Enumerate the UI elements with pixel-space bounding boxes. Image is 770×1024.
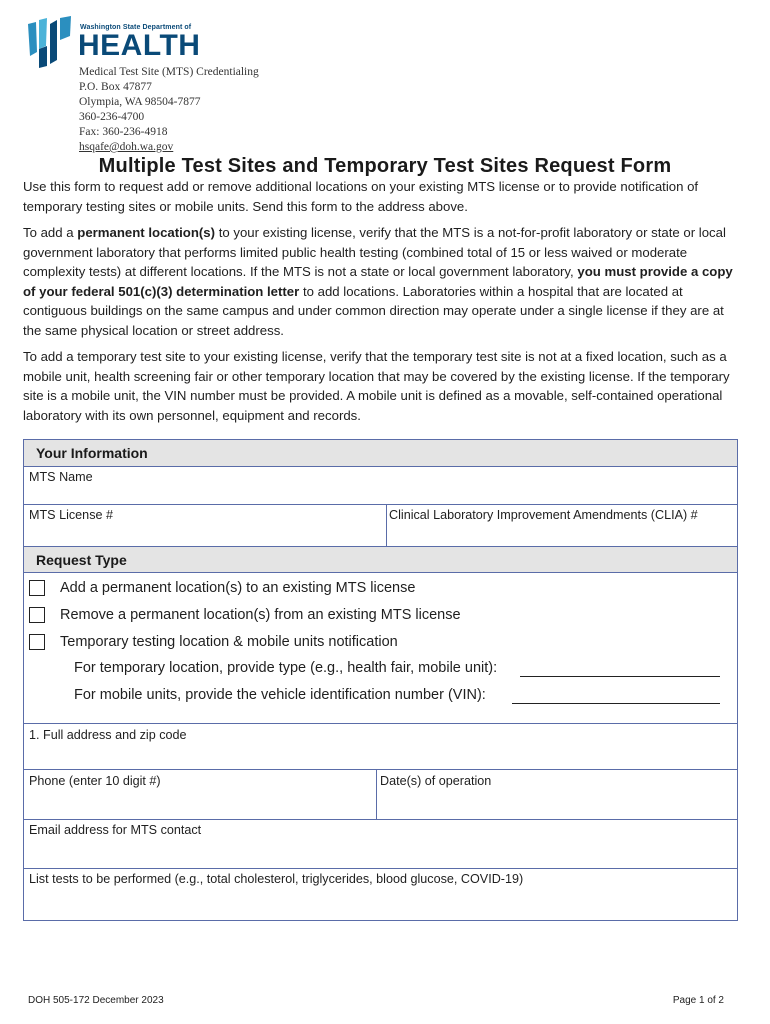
request-form	[23, 439, 738, 921]
temporary-site-paragraph: To add a temporary test site to your existing license, verify that the temporary test site is not at a fixed location, such as a mobile unit, health screening fair or other temporary location that may be covered by the existing license. If the temporary site is a mobile unit, the VIN number must be provided. A mobile unit is defined as a movable, self-contained operational laboratory with its own personnel, equipment and records.	[23, 349, 730, 423]
intro-paragraph: Use this form to request add or remove additional locations on your existing MTS license or to provide notification of temporary testing sites or mobile units. Send this form to the address above.	[23, 179, 699, 214]
mts-license-label: MTS License #	[29, 508, 113, 522]
remove-permanent-checkbox[interactable]	[29, 607, 45, 623]
divider	[376, 769, 377, 819]
address-line: P.O. Box 47877	[79, 81, 152, 93]
doh-logo-mark-icon	[26, 16, 76, 68]
page-number: Page 1 of 2	[672, 995, 724, 1006]
your-information-heading: Your Information	[24, 440, 737, 467]
address-line: Medical Test Site (MTS) Credentialing	[79, 66, 259, 78]
address-label: 1. Full address and zip code	[29, 728, 187, 742]
phone-line: 360-236-4700	[79, 111, 145, 123]
temp-type-label: For temporary location, provide type (e.g., health fair, mobile unit):	[74, 660, 498, 676]
divider	[24, 504, 737, 505]
clia-label: Clinical Laboratory Improvement Amendments (CLIA) #	[389, 508, 698, 522]
logo-small-text: Washington State Department of	[80, 24, 192, 31]
option-remove-permanent[interactable]: Remove a permanent location(s) from an existing MTS license	[29, 606, 461, 624]
divider	[386, 504, 387, 546]
permanent-location-paragraph: To add a permanent location(s) to your existing license, verify that the MTS is a not-for-profit laboratory or state or local government laboratory that performs limited public health testing (combined total of 15 or less waived or moderate complexity tests) at different locations. If the MTS is not a state or local government laboratory, you must provide a copy of your federal 501(c)(3) determination letter to add locations. Laboratories within a hospital that are located at contiguous buildings on the same campus and under common direction may operate under a single license if they are at the same physical location or street address.	[23, 225, 733, 338]
vin-label: For mobile units, provide the vehicle identification number (VIN):	[74, 687, 486, 703]
divider	[24, 868, 737, 869]
tests-label: List tests to be performed (e.g., total cholesterol, triglycerides, blood glucose, COVID-19)	[29, 872, 524, 886]
temp-type-field[interactable]	[520, 676, 720, 677]
logo-health-text: HEALTH	[78, 29, 201, 62]
divider	[24, 819, 737, 820]
option-temporary[interactable]: Temporary testing location & mobile units notification	[29, 633, 398, 651]
request-type-heading: Request Type	[24, 546, 737, 573]
option-add-permanent[interactable]: Add a permanent location(s) to an existing MTS license	[29, 579, 415, 597]
add-permanent-checkbox[interactable]	[29, 580, 45, 596]
fax-line: Fax: 360-236-4918	[79, 126, 168, 138]
divider	[24, 769, 737, 770]
email-link[interactable]: hsqafe@doh.wa.gov	[79, 141, 174, 153]
contact-address	[79, 65, 259, 155]
temporary-checkbox[interactable]	[29, 634, 45, 650]
phone-label: Phone (enter 10 digit #)	[29, 774, 161, 788]
vin-field[interactable]	[512, 703, 720, 704]
dates-label: Date(s) of operation	[380, 774, 492, 788]
doh-logo	[26, 16, 201, 68]
address-line: Olympia, WA 98504-7877	[79, 96, 201, 108]
mts-name-label: MTS Name	[29, 470, 93, 484]
form-id: DOH 505-172 December 2023	[28, 995, 164, 1006]
page-title: Multiple Test Sites and Temporary Test Sites Request Form	[98, 155, 672, 177]
contact-email-label: Email address for MTS contact	[29, 823, 202, 837]
divider	[24, 723, 737, 724]
